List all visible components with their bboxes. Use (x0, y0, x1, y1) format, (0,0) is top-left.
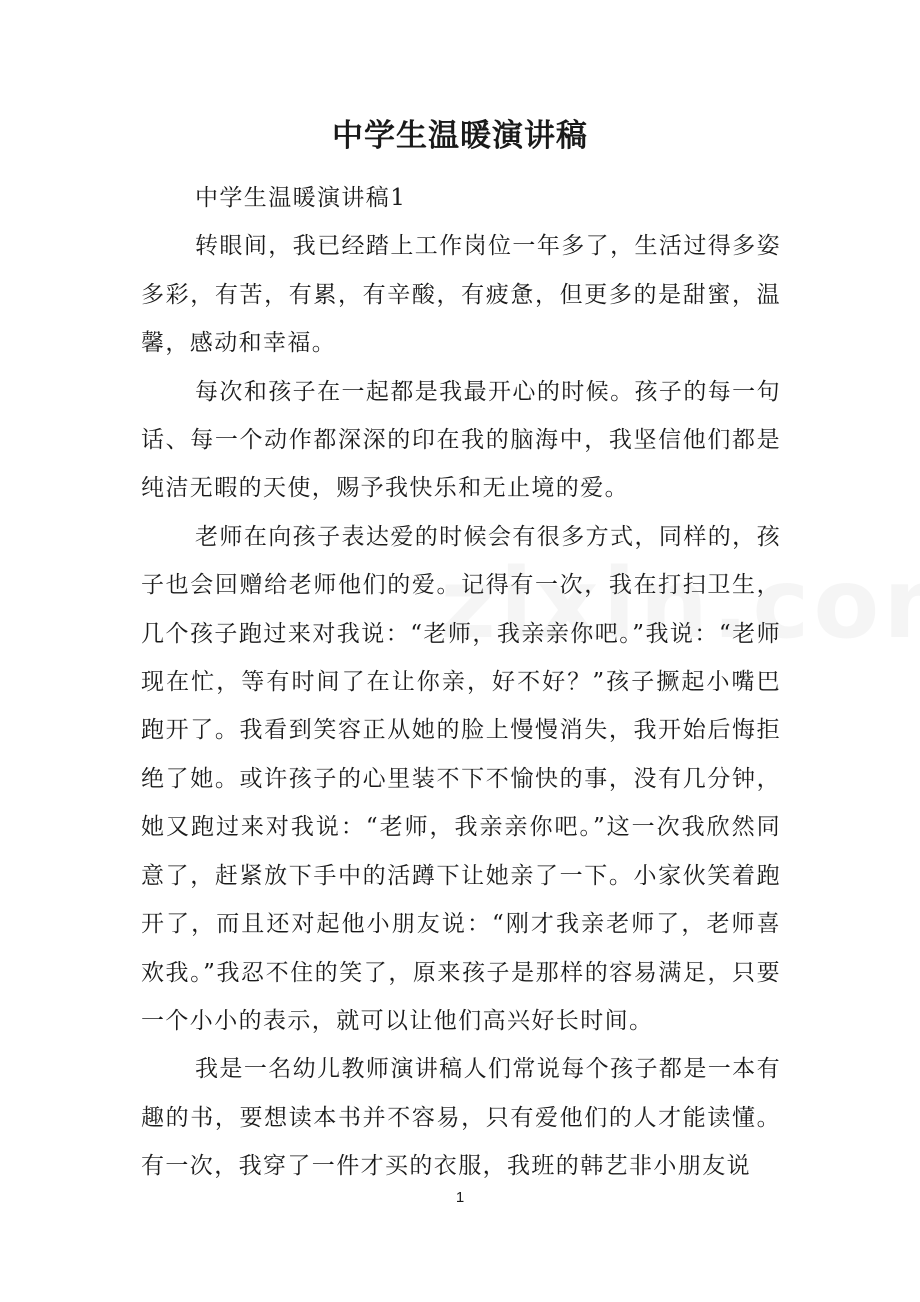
paragraph: 转眼间，我已经踏上工作岗位一年多了，生活过得多姿多彩，有苦，有累，有辛酸，有疲惫，但更多的是甜蜜，温馨，感动和幸福。 (141, 233, 781, 357)
page-number: 1 (455, 1189, 465, 1206)
paragraph: 每次和孩子在一起都是我最开心的时候。孩子的每一句话、每一个动作都深深的印在我的脑海中，我坚信他们都是纯洁无暇的天使，赐予我快乐和无止境的爱。 (141, 378, 781, 502)
document-title: 中学生温暖演讲稿 (332, 118, 588, 154)
paragraph: 老师在向孩子表达爱的时候会有很多方式，同样的，孩子也会回赠给老师他们的爱。记得有一次，我在打扫卫生，几个孩子跑过来对我说：“老师，我亲亲你吧。”我说：“老师现在忙，等有时间了在让你亲，好不好？”孩子撅起小嘴巴跑开了。我看到笑容正从她的脸上慢慢消失，我开始后悔拒绝了她。或许孩子的心里装不下不愉快的事，没有几分钟，她又跑过来对我说：“老师，我亲亲你吧。”这一次我欣然同意了，赶紧放下手中的活蹲下让她亲了一下。小家伙笑着跑开了，而且还对起他小朋友说：“刚才我亲老师了，老师喜欢我。”我忍不住的笑了，原来孩子是那样的容易满足，只要一个小小的表示，就可以让他们高兴好长时间。 (141, 523, 781, 1034)
paragraph: 我是一名幼儿教师演讲稿人们常说每个孩子都是一本有趣的书，要想读本书并不容易，只有爱他们的人才能读懂。有一次，我穿了一件才买的衣服，我班的韩艺非小朋友说 (141, 1056, 781, 1180)
section-heading: 中学生温暖演讲稿1 (195, 185, 407, 211)
document-body (141, 174, 781, 1191)
